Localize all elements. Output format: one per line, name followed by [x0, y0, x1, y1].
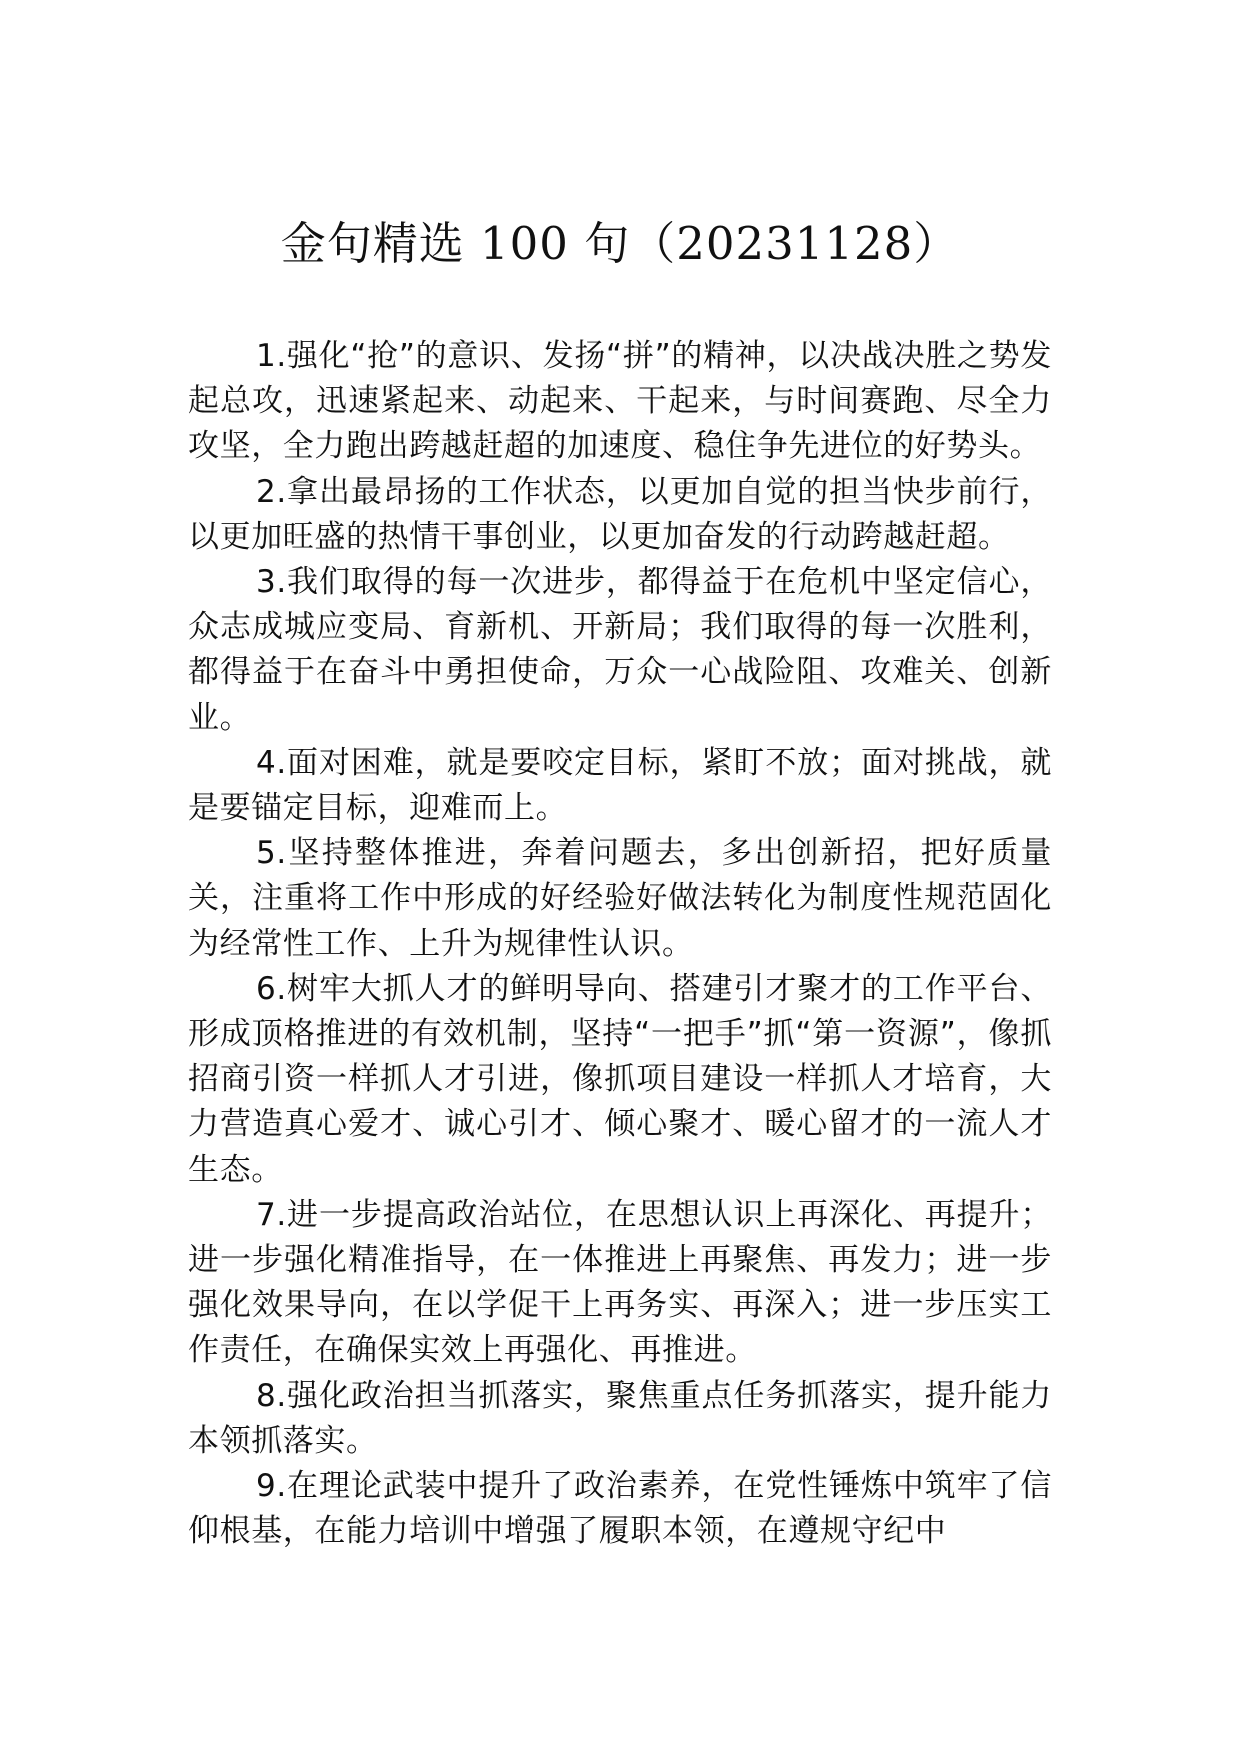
- paragraph-1: 1.强化“抢”的意识、发扬“拼”的精神，以决战决胜之势发起总攻，迅速紧起来、动起来、干起来，与时间赛跑、尽全力攻坚，全力跑出跨越赶超的加速度、稳住争先进位的好势头。: [188, 338, 1052, 465]
- paragraph-3: 3.我们取得的每一次进步，都得益于在危机中坚定信心，众志成城应变局、育新机、开新局；我们取得的每一次胜利，都得益于在奋斗中勇担使命，万众一心战险阻、攻难关、创新业。: [188, 564, 1052, 736]
- paragraph-9: 9.在理论武装中提升了政治素养，在党性锤炼中筑牢了信仰根基，在能力培训中增强了履职本领，在遵规守纪中: [188, 1468, 1052, 1550]
- paragraph-5: 5.坚持整体推进，奔着问题去，多出创新招，把好质量关，注重将工作中形成的好经验好做法转化为制度性规范固化为经常性工作、上升为规律性认识。: [188, 835, 1052, 962]
- paragraph-7: 7.进一步提高政治站位，在思想认识上再深化、再提升；进一步强化精准指导，在一体推进上再聚焦、再发力；进一步强化效果导向，在以学促干上再务实、再深入；进一步压实工作责任，在确保实效上再强化、再推进。: [188, 1196, 1052, 1369]
- document-title: 金句精选 100 句（20231128）: [280, 217, 960, 270]
- paragraph-6: 6.树牢大抓人才的鲜明导向、搭建引才聚才的工作平台、形成顶格推进的有效机制，坚持“一把手”抓“第一资源”，像抓招商引资一样抓人才引进，像抓项目建设一样抓人才培育，大力营造真心爱才、诚心引才、倾心聚才、暖心留才的一流人才生态。: [188, 970, 1052, 1188]
- paragraph-4: 4.面对困难，就是要咬定目标，紧盯不放；面对挑战，就是要锚定目标，迎难而上。: [188, 744, 1052, 827]
- document-body: [188, 334, 1052, 1554]
- paragraph-2: 2.拿出最昂扬的工作状态，以更加自觉的担当快步前行，以更加旺盛的热情干事创业，以更加奋发的行动跨越赶超。: [188, 473, 1052, 555]
- paragraph-8: 8.强化政治担当抓落实，聚焦重点任务抓落实，提升能力本领抓落实。: [188, 1377, 1052, 1459]
